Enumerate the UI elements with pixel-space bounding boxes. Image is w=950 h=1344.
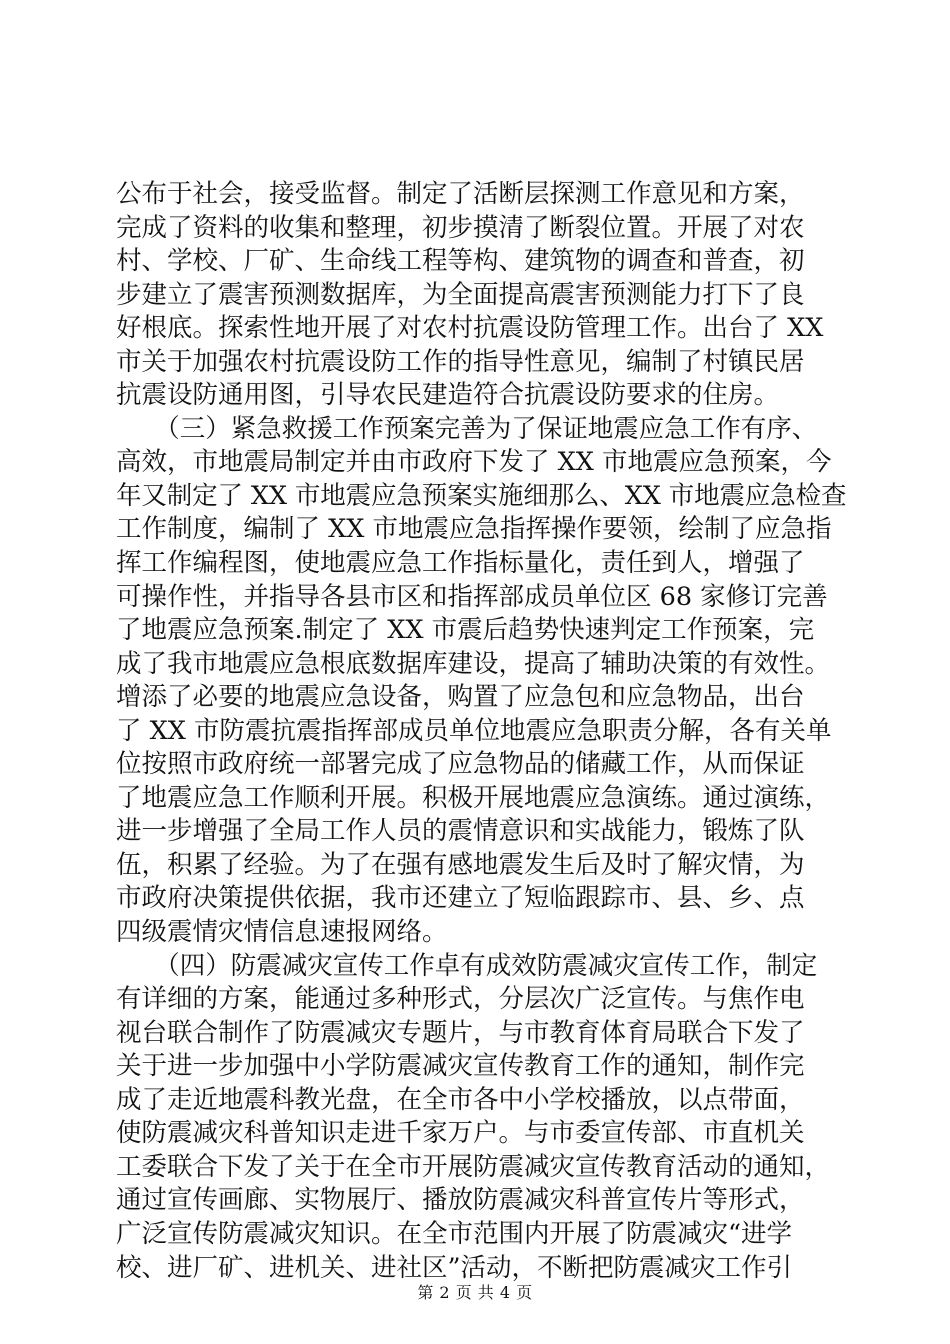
text-line: 完成了资料的收集和整理，初步摸清了断裂位置。开展了对农: [116, 212, 805, 243]
text-line: 使防震减灾科普知识走进千家万户。与市委宣传部、市直机关: [116, 1118, 805, 1149]
text-line: 四级震情灾情信息速报网络。: [116, 917, 448, 948]
text-line: 挥工作编程图，使地震应急工作指标量化，责任到人，增强了: [116, 548, 805, 579]
text-line: 位按照市政府统一部署完成了应急物品的储藏工作，从而保证: [116, 749, 805, 780]
text-line: 有详细的方案，能通过多种形式，分层次广泛宣传。与焦作电: [116, 984, 805, 1015]
text-line: 校、进厂矿、进机关、进社区”活动，不断把防震减灾工作引: [116, 1252, 793, 1283]
text-line: 进一步增强了全局工作人员的震情意识和实战能力，锻炼了队: [116, 816, 805, 847]
body-text: [116, 178, 846, 1285]
text-line: 了地震应急工作顺利开展。积极开展地震应急演练。通过演练，: [116, 782, 831, 813]
text-line: 抗震设防通用图，引导农民建造符合抗震设防要求的住房。: [116, 380, 780, 411]
text-line: 成了走近地震科教光盘，在全市各中小学校播放，以点带面，: [116, 1084, 805, 1115]
text-line: 了地震应急预案.制定了 XX 市震后趋势快速判定工作预案，完: [116, 615, 815, 646]
text-line: 工委联合下发了关于在全市开展防震减灾宣传教育活动的通知，: [116, 1151, 831, 1182]
text-line: （四）防震减灾宣传工作卓有成效防震减灾宣传工作，制定: [116, 950, 818, 981]
text-line: 可操作性，并指导各县市区和指挥部成员单位区 68 家修订完善: [116, 581, 828, 612]
text-line: 了 XX 市防震抗震指挥部成员单位地震应急职责分解，各有关单: [116, 715, 832, 746]
text-line: 增添了必要的地震应急设备，购置了应急包和应急物品，出台: [116, 682, 805, 713]
text-line: 伍，积累了经验。为了在强有感地震发生后及时了解灾情，为: [116, 849, 805, 880]
text-line: 关于进一步加强中小学防震减灾宣传教育工作的通知，制作完: [116, 1051, 805, 1082]
text-line: 市关于加强农村抗震设防工作的指导性意见，编制了村镇民居: [116, 346, 805, 377]
page-footer: 第 2 页 共 4 页: [417, 1283, 533, 1302]
text-line: 好根底。探索性地开展了对农村抗震设防管理工作。出台了 XX: [116, 313, 824, 344]
text-line: 成了我市地震应急根底数据库建设，提高了辅助决策的有效性。: [116, 648, 831, 679]
text-line: 步建立了震害预测数据库，为全面提高震害预测能力打下了良: [116, 279, 805, 310]
text-line: 通过宣传画廊、实物展厅、播放防震减灾科普宣传片等形式，: [116, 1185, 805, 1216]
text-line: 市政府决策提供依据，我市还建立了短临跟踪市、县、乡、点: [116, 883, 805, 914]
text-line: （三）紧急救援工作预案完善为了保证地震应急工作有序、: [116, 413, 818, 444]
text-line: 工作制度，编制了 XX 市地震应急指挥操作要领，绘制了应急指: [116, 514, 832, 545]
text-line: 公布于社会，接受监督。制定了活断层探测工作意见和方案，: [116, 179, 805, 209]
text-line: 视台联合制作了防震减灾专题片，与市教育体育局联合下发了: [116, 1017, 805, 1048]
text-line: 年又制定了 XX 市地震应急预案实施细那么、XX 市地震应急检查: [116, 480, 847, 511]
text-line: 高效，市地震局制定并由市政府下发了 XX 市地震应急预案，今: [116, 447, 832, 478]
text-line: 广泛宣传防震减灾知识。在全市范围内开展了防震减灾“进学: [116, 1218, 793, 1249]
text-line: 村、学校、厂矿、生命线工程等构、建筑物的调查和普查，初: [116, 246, 805, 277]
